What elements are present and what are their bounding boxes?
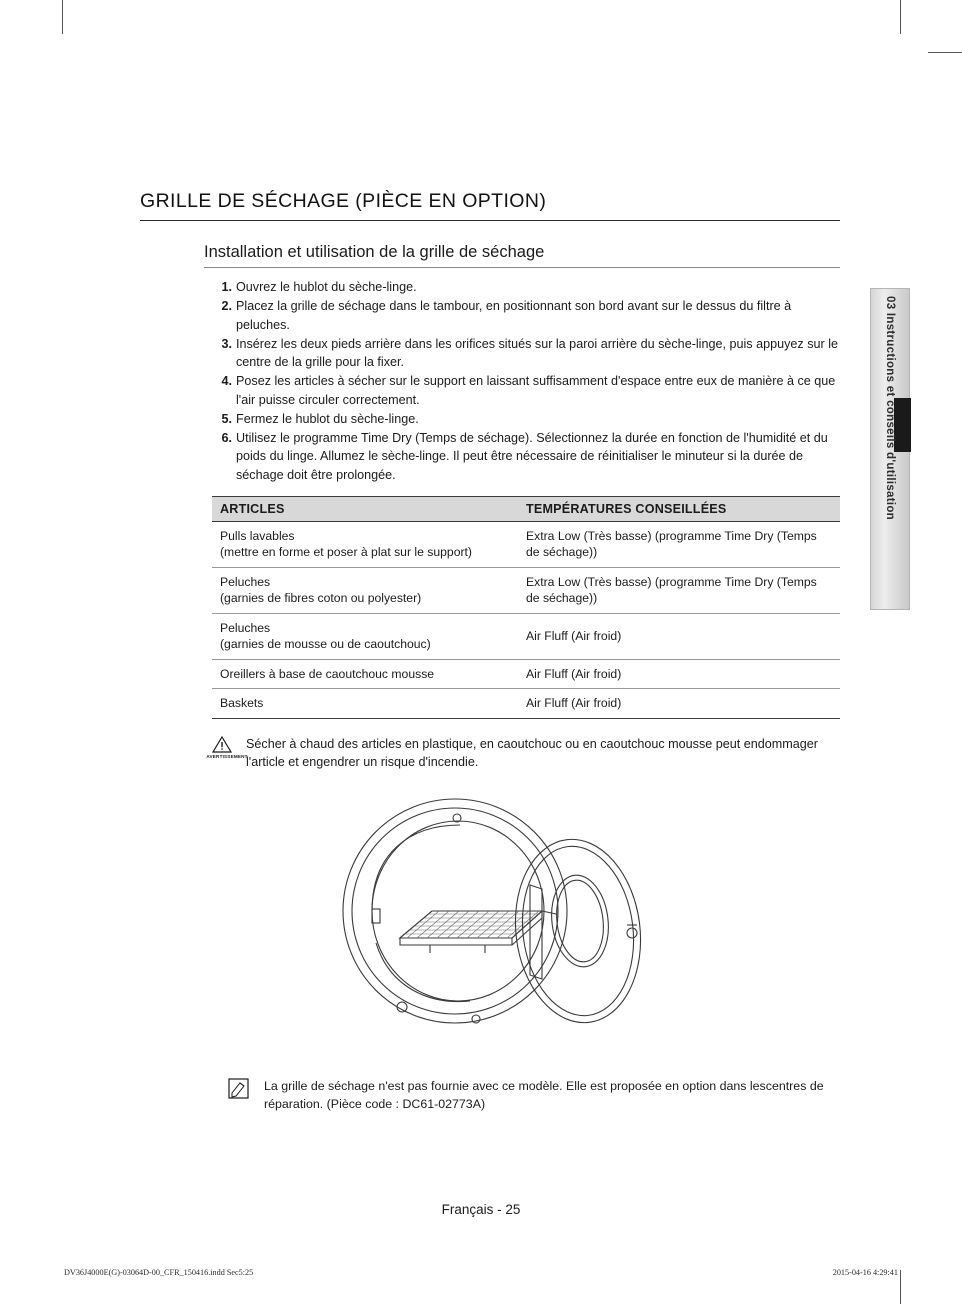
page-content <box>140 190 840 1114</box>
table-row <box>212 613 840 659</box>
note-text: La grille de séchage n'est pas fournie avec ce modèle. Elle est proposée en option dans lescentres de réparation. (Pièce code : DC61-02773A) <box>264 1079 824 1111</box>
table-cell-temperature: Air Fluff (Air froid) <box>518 689 840 718</box>
table-row <box>212 659 840 688</box>
warning-label: AVERTISSEMENT <box>206 753 248 759</box>
warning-block <box>206 735 852 772</box>
step-text: Fermez le hublot du sèche-linge. <box>236 411 419 426</box>
article-name: Peluches <box>220 620 271 635</box>
step-number: 2. <box>221 299 232 314</box>
crop-mark-top-right <box>900 0 901 34</box>
note-block <box>228 1078 828 1114</box>
crop-mark-top-right-h <box>928 52 962 53</box>
table-header-temperatures: TEMPÉRATURES CONSEILLÉES <box>518 496 840 521</box>
table-header-row <box>212 496 840 521</box>
article-name: Peluches <box>220 574 271 589</box>
article-note: (mettre en forme et poser à plat sur le support) <box>220 545 472 560</box>
warning-text: Sécher à chaud des articles en plastique, en caoutchouc ou en caoutchouc mousse peut endommager l'article et engendrer un risque d'incendie. <box>246 736 818 769</box>
table-cell-article <box>212 613 518 659</box>
side-tab-label: 03 Instructions et conseils d'utilisation <box>884 296 896 520</box>
crop-mark-top-left <box>62 0 63 34</box>
step-number: 4. <box>221 374 232 389</box>
table-cell-article <box>212 567 518 613</box>
article-note: (garnies de fibres coton ou polyester) <box>220 591 422 606</box>
table-cell-temperature: Air Fluff (Air froid) <box>518 659 840 688</box>
print-info-right: 2015-04-16 4:29:41 <box>832 1268 898 1277</box>
table-cell-temperature: Extra Low (Très basse) (programme Time Dry (Temps de séchage)) <box>518 567 840 613</box>
table-row <box>212 567 840 613</box>
list-item <box>140 335 840 372</box>
step-text: Ouvrez le hublot du sèche-linge. <box>236 280 417 294</box>
step-text: Posez les articles à sécher sur le support en laissant suffisamment d'espace entre eux de manière à ce que l'air puisse circuler correctement. <box>236 374 836 407</box>
table-row <box>212 689 840 718</box>
warning-triangle-icon <box>212 736 232 753</box>
crop-mark-bottom-right <box>900 1270 901 1304</box>
table-cell-article <box>212 521 518 567</box>
table-cell-temperature: Air Fluff (Air froid) <box>518 613 840 659</box>
list-item <box>140 278 840 296</box>
article-name: Pulls lavables <box>220 528 295 543</box>
step-number: 5. <box>221 411 232 426</box>
section-side-tab <box>870 288 910 610</box>
print-info-left: DV36J4000E(G)-03064D-00_CFR_150416.indd Sec5:25 <box>64 1268 254 1277</box>
step-number: 1. <box>221 280 232 294</box>
list-item <box>140 372 840 409</box>
dryer-rack-illustration <box>140 793 840 1048</box>
list-item <box>140 297 840 334</box>
page-footer: Français - 25 <box>441 1202 521 1217</box>
step-number: 6. <box>221 431 232 445</box>
article-note: (garnies de mousse ou de caoutchouc) <box>220 637 431 652</box>
step-text: Insérez les deux pieds arrière dans les orifices situés sur la paroi arrière du sèche-linge, puis appuyez sur le centre de la grille pour la fixer. <box>236 336 839 369</box>
step-text: Placez la grille de séchage dans le tambour, en positionnant son bord avant sur le dessus du filtre à peluches. <box>236 299 792 332</box>
list-item <box>140 429 840 484</box>
dryer-drum-diagram <box>280 793 700 1043</box>
table-cell-article: Oreillers à base de caoutchouc mousse <box>212 659 518 688</box>
section-subtitle: Installation et utilisation de la grille de séchage <box>204 243 840 268</box>
table-header-articles: ARTICLES <box>212 496 518 521</box>
note-pencil-icon <box>228 1078 249 1099</box>
step-text: Utilisez le programme Time Dry (Temps de séchage). Sélectionnez la durée en fonction de l'humidité et du poids du linge. Allumez le sèche-linge. Il peut être nécessaire de réinitialiser le minuteur si la durée de séchage doit être prolongée. <box>236 431 828 482</box>
instruction-steps <box>140 278 840 484</box>
table-row <box>212 521 840 567</box>
temperature-table <box>212 496 840 719</box>
page-title: GRILLE DE SÉCHAGE (PIÈCE EN OPTION) <box>140 190 840 221</box>
table-cell-temperature: Extra Low (Très basse) (programme Time Dry (Temps de séchage)) <box>518 521 840 567</box>
table-cell-article: Baskets <box>212 689 518 718</box>
list-item <box>140 410 840 428</box>
step-number: 3. <box>221 336 232 351</box>
